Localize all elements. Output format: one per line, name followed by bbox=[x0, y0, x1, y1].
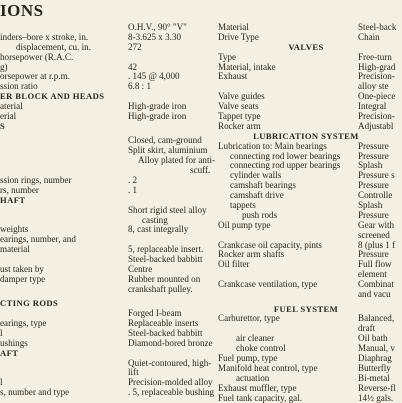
spec-label: Drive Type bbox=[218, 31, 259, 42]
spec-value: Quiet-contoured, high- bbox=[128, 357, 212, 368]
spec-value: . 1 bbox=[128, 184, 138, 195]
spec-value: Reverse-fl bbox=[358, 382, 396, 393]
spec-row bbox=[0, 155, 216, 166]
section-title: FUEL SYSTEM bbox=[273, 303, 339, 314]
spec-row bbox=[0, 206, 206, 216]
spec-value: Controlle bbox=[358, 190, 393, 201]
spec-label: l bbox=[0, 377, 3, 388]
section-title: S bbox=[0, 120, 6, 131]
spec-value: casting bbox=[142, 214, 168, 225]
spec-value: Pressure bbox=[358, 249, 389, 260]
spec-label: ust taken by bbox=[0, 263, 44, 274]
spec-label: connecting rod upper bearings bbox=[230, 160, 341, 171]
spec-label: Exhaust muffler, type bbox=[218, 382, 297, 393]
spec-label: Rocker arm bbox=[218, 120, 261, 131]
spec-label: Crankcase oil capacity, pints bbox=[218, 239, 322, 250]
spec-value: Forged I-beam bbox=[128, 308, 182, 319]
spec-row bbox=[0, 285, 206, 295]
spec-value: Combinat bbox=[358, 279, 394, 290]
spec-value: 14½ gals. bbox=[358, 392, 394, 403]
spec-value: High-grade iron bbox=[128, 101, 187, 112]
spec-value: Alloy plated for anti- bbox=[138, 155, 216, 166]
spec-value: 272 bbox=[128, 41, 142, 52]
spec-value: . 145 @ 4,000 bbox=[128, 71, 180, 82]
spec-value: Steel-backed babbitt bbox=[128, 327, 203, 338]
spec-value: 8 (plus 1 f bbox=[358, 239, 396, 250]
spec-label: s, number and type bbox=[0, 387, 70, 398]
spec-value: 8, cast integrally bbox=[128, 224, 189, 235]
spec-value: Pressure bbox=[358, 150, 389, 161]
spec-row bbox=[212, 394, 400, 403]
spec-label: g) bbox=[0, 61, 8, 72]
left-spec-column bbox=[0, 22, 216, 398]
section-heading bbox=[0, 122, 206, 132]
spec-label: Crankcase ventilation, type bbox=[218, 279, 318, 290]
spec-value: Balanced, bbox=[358, 313, 395, 324]
spec-label: push rods bbox=[242, 209, 278, 220]
spec-label: Material, intake bbox=[218, 61, 276, 72]
spec-label: Material bbox=[218, 22, 249, 32]
spec-value: Precision- bbox=[358, 71, 395, 82]
spec-label: Lubrication to: Main bearings bbox=[218, 140, 327, 151]
spec-row bbox=[0, 112, 206, 122]
spec-value: Pressure bbox=[358, 180, 389, 191]
spec-value: and vacu bbox=[358, 289, 391, 300]
spec-value: lift bbox=[128, 367, 139, 378]
spec-row bbox=[0, 387, 215, 398]
spec-value: scuff. bbox=[190, 165, 211, 176]
spec-value: Adjustabl bbox=[358, 120, 394, 131]
spec-label: earings, type bbox=[0, 318, 47, 329]
right-spec-column bbox=[212, 23, 400, 403]
spec-value: Pressure bbox=[358, 209, 389, 220]
spec-label: Oil filter bbox=[218, 259, 250, 270]
spec-value: High-grad bbox=[358, 61, 396, 72]
spec-value: 5, replaceable insert. bbox=[128, 244, 204, 255]
spec-value: 42 bbox=[128, 61, 138, 72]
spec-value: crankshaft pulley. bbox=[128, 283, 193, 294]
spec-value: Bi-metal bbox=[358, 372, 390, 383]
spec-label: orsepower at r.p.m. bbox=[0, 71, 70, 82]
spec-label: ushings bbox=[0, 337, 28, 348]
spec-label: Manifold heat control, type bbox=[218, 362, 318, 373]
spec-value: Integral bbox=[358, 101, 387, 112]
spec-value: alloy ste bbox=[358, 81, 389, 92]
section-title: HAFT bbox=[0, 194, 26, 205]
spec-label: choke control bbox=[236, 343, 286, 354]
spec-value: Short rigid steel alloy bbox=[128, 204, 207, 215]
spec-label: tappets bbox=[230, 200, 256, 211]
spec-value: draft bbox=[358, 323, 376, 334]
spec-label: ssion ratio bbox=[0, 81, 38, 92]
spec-value: Gear with bbox=[358, 219, 395, 230]
spec-row bbox=[212, 290, 400, 300]
spec-value: One-piece bbox=[358, 91, 396, 102]
spec-label: erial bbox=[0, 111, 17, 122]
section-title: ER BLOCK AND HEADS bbox=[0, 91, 105, 102]
spec-value: Closed, cam-ground bbox=[128, 135, 202, 146]
spec-label: horsepower (R.A.C. bbox=[0, 51, 74, 62]
spec-label: inders–bore x stroke, in. bbox=[0, 31, 89, 42]
spec-value: . 5, replaceable bushing bbox=[128, 387, 215, 398]
spec-value: Pressure bbox=[358, 140, 389, 151]
spec-value: screened bbox=[358, 229, 390, 240]
spec-value: Butterfly bbox=[358, 362, 391, 373]
spec-value: 8-3.625 x 3.30 bbox=[128, 31, 182, 42]
spec-value: . 2 bbox=[128, 174, 138, 185]
spec-label: Exhaust bbox=[218, 71, 248, 82]
spec-value: Free-turn bbox=[358, 51, 392, 62]
spec-label: ssion rings, number bbox=[0, 174, 72, 185]
spec-label: Valve seats bbox=[218, 101, 259, 112]
spec-label: earings, number, and bbox=[0, 234, 76, 245]
spec-value: Split skirt, aluminium bbox=[128, 145, 208, 156]
spec-label: displacement, cu. in. bbox=[16, 41, 92, 52]
spec-label: aterial bbox=[0, 101, 23, 112]
spec-value: Pressure s bbox=[358, 170, 395, 181]
spec-value: Precision- bbox=[358, 111, 395, 122]
spec-label: material bbox=[0, 244, 30, 255]
spec-value: Steel-backed babbitt bbox=[128, 254, 203, 265]
spec-label: connecting rod lower bearings bbox=[230, 150, 341, 161]
spec-value: Splash bbox=[358, 200, 383, 211]
spec-value: element bbox=[358, 269, 387, 280]
spec-label: Carburettor, type bbox=[218, 313, 280, 324]
spec-label: cylinder walls bbox=[230, 170, 282, 181]
spec-row bbox=[0, 53, 206, 63]
section-title: AFT bbox=[0, 347, 19, 358]
spec-label: Fuel pump, type bbox=[218, 352, 278, 363]
page-heading: IONS bbox=[0, 1, 44, 20]
spec-label: Oil pump type bbox=[218, 219, 271, 230]
spec-value: O.H.V., 90° "V" bbox=[128, 22, 187, 32]
spec-label: Valve guides bbox=[218, 91, 265, 102]
spec-label: Fuel tank capacity, gal. bbox=[218, 392, 303, 403]
spec-value: Splash bbox=[358, 160, 383, 171]
spec-value: Centre bbox=[128, 263, 153, 274]
spec-label: camshaft bearings bbox=[230, 180, 296, 191]
spec-label: weights bbox=[0, 224, 29, 235]
spec-label: camshaft drive bbox=[230, 190, 284, 201]
section-title: LUBRICATION SYSTEM bbox=[253, 130, 359, 141]
spec-row bbox=[0, 337, 213, 349]
spec-value: Full flow bbox=[358, 259, 392, 270]
spec-value: Precision-molded alloy bbox=[128, 377, 213, 388]
spec-row bbox=[0, 186, 206, 196]
spec-label: air cleaner bbox=[236, 333, 275, 344]
spec-label: rs, number bbox=[0, 184, 39, 195]
spec-label: l bbox=[0, 327, 3, 338]
spec-label: damper type bbox=[0, 273, 46, 284]
spec-row bbox=[0, 357, 212, 369]
spec-value: Chain bbox=[358, 31, 380, 42]
spec-value: Manual, v bbox=[358, 343, 395, 354]
section-title: VALVES bbox=[288, 41, 324, 52]
spec-value: 6.8 : 1 bbox=[128, 81, 151, 92]
spec-label: actuation bbox=[236, 372, 270, 383]
spec-value: High-grade iron bbox=[128, 111, 187, 122]
spec-label: Type bbox=[218, 51, 237, 62]
spec-value: Oil bath bbox=[358, 333, 388, 344]
spec-value: Diaphrag bbox=[358, 352, 392, 363]
section-title: CTING RODS bbox=[0, 298, 59, 309]
spec-value: Steel-back bbox=[358, 22, 397, 32]
spec-value: Replaceable inserts bbox=[128, 318, 199, 329]
spec-label: Tappet type bbox=[218, 111, 261, 122]
spec-value: Diamond-bored bronze bbox=[128, 337, 213, 348]
spec-value: Rubber mounted on bbox=[128, 273, 201, 284]
spec-label: Rocker arm shafts bbox=[218, 249, 285, 260]
